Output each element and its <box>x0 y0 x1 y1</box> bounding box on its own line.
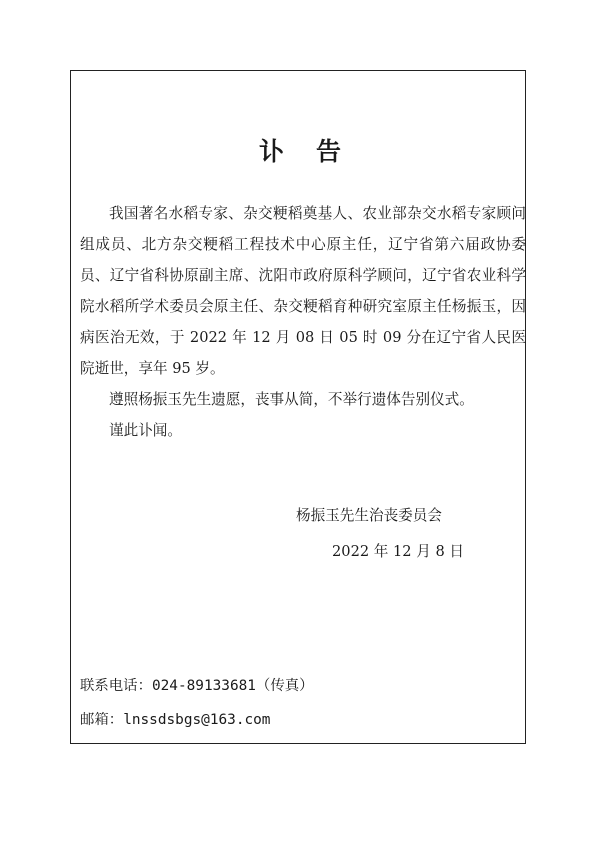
phone-label: 联系电话： <box>80 678 152 694</box>
contact-email <box>80 708 270 729</box>
committee-signature: 杨振玉先生治丧委员会 <box>296 507 442 524</box>
notice-paragraph-main: 我国著名水稻专家、杂交粳稻奠基人、农业部杂交水稻专家顾问组成员、北方杂交粳稻工程技术中心原主任，辽宁省第六届政协委员、辽宁省科协原副主席、沈阳市政府原科学顾问，辽宁省农业科学院水稻所学术委员会原主任、杂交粳稻育种研究室原主任杨振玉，因病医治无效，于 2022 年 12 月 08 日 05 时 09 分在辽宁省人民医院逝世，享年 95 岁。 <box>80 205 526 377</box>
notice-title: 讣告 <box>258 137 373 166</box>
notice-paragraph-closing: 谨此讣闻。 <box>109 422 182 439</box>
notice-date: 2022 年 12 月 8 日 <box>332 543 464 560</box>
phone-value: 024-89133681（传真） <box>151 678 314 694</box>
email-label: 邮箱： <box>80 712 124 728</box>
email-value[interactable]: lnssdsbgs@163.com <box>123 712 271 728</box>
contact-phone <box>80 674 314 695</box>
notice-paragraph-funeral: 遵照杨振玉先生遗愿，丧事从简，不举行遗体告别仪式。 <box>109 391 474 408</box>
